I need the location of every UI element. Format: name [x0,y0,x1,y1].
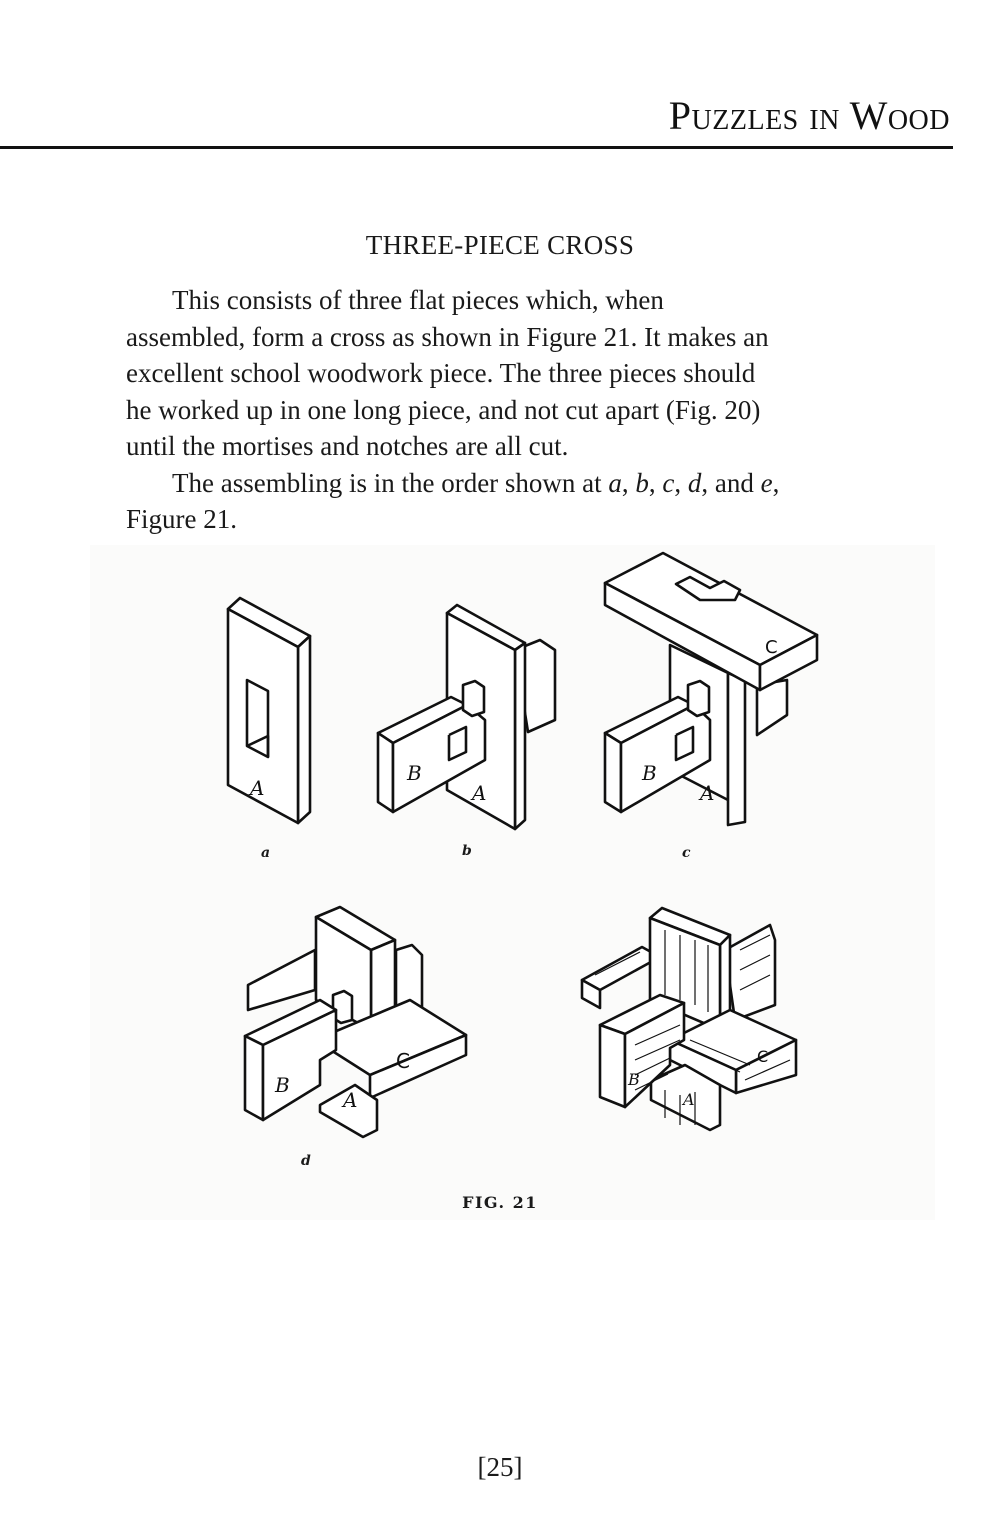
figure-caption: FIG. 21 [462,1193,538,1212]
piece-label-b: B [642,761,657,785]
p2-sep: , [621,467,636,498]
paragraph-1-line-3: excellent school woodwork piece. The three pieces should [126,358,756,388]
piece-label-a: A [343,1088,358,1112]
subfigure-label-b: b [462,843,472,859]
p2-ref-e: e [760,467,773,498]
paragraph-1-line-4: he worked up in one long piece, and not cut apart (Fig. 20) [126,394,761,425]
piece-label-a: A [472,781,487,805]
paragraph-2-line-2: Figure 21. [126,504,237,534]
subfigure-c-drawing [605,553,817,825]
p2-ref-d: d [687,467,702,498]
p2-sep: , [648,467,663,498]
p2-ref-c: c [662,467,675,498]
subfigure-label-c: c [682,845,691,861]
piece-label-b: B [407,761,422,785]
p2-ref-b: b [635,467,649,498]
piece-label-a: A [250,776,265,800]
subfigure-a-drawing [228,598,310,823]
paragraph-1-line-5: until the mortises and notches are all cut. [126,431,569,461]
page-number: [25] [477,1452,523,1482]
piece-label-c: C [757,1047,769,1066]
paragraph-1-line-1: This consists of three flat pieces which, when [172,285,664,315]
subfigure-label-d: d [301,1153,311,1169]
p2-sep: , [674,467,688,498]
paragraph-1-line-2: assembled, form a cross as shown in Figure 21. It makes an [126,321,769,352]
piece-label-a: A [700,781,715,805]
piece-label-c: C [765,637,778,658]
subfigure-e-drawing [582,908,796,1130]
p2-ref-a: a [608,467,622,498]
running-head: Puzzles in Wood [668,93,950,138]
p2-suffix: , [772,467,780,498]
piece-label-b: B [275,1073,290,1097]
section-title: THREE-PIECE CROSS [365,230,635,260]
subfigure-b-drawing [378,605,555,829]
piece-label-c: C [396,1049,410,1073]
subfigure-d-drawing [245,907,466,1137]
piece-label-a: A [683,1090,695,1109]
p2-sep: , and [701,467,761,498]
piece-label-b: B [628,1070,640,1089]
subfigure-label-a: a [261,845,271,861]
p2-prefix: The assembling is in the order shown at [172,467,609,498]
